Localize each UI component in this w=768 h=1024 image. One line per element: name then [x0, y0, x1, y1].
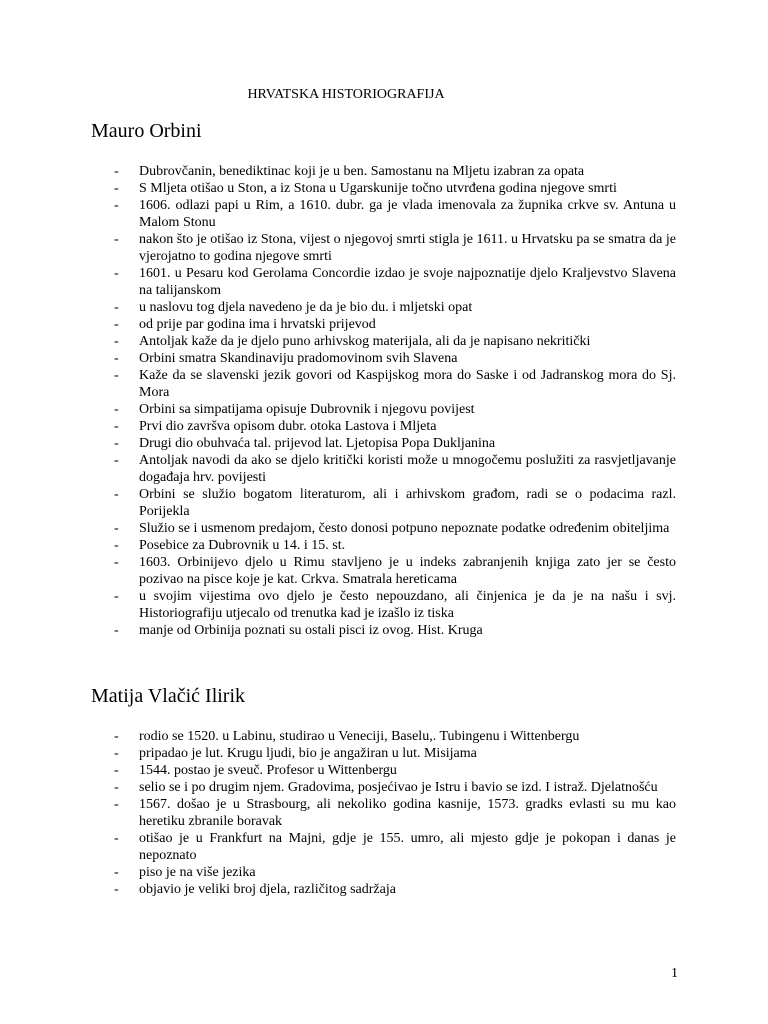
list-item — [0, 333, 768, 350]
bullet-dash: - — [114, 453, 119, 468]
list-item-text: Orbini smatra Skandinaviju pradomovinom svih Slavena — [139, 351, 458, 366]
bullet-dash: - — [114, 351, 119, 366]
list-item — [0, 452, 768, 486]
bullet-dash: - — [114, 317, 119, 332]
list-item — [0, 779, 768, 796]
bullet-dash: - — [114, 780, 119, 795]
list-item — [0, 622, 768, 639]
list-item — [0, 537, 768, 554]
bullet-dash: - — [114, 831, 119, 846]
section-heading-mauro-orbini: Mauro Orbini — [91, 120, 202, 142]
list-item-text: Prvi dio završva opisom dubr. otoka Lastova i Mljeta — [139, 419, 437, 434]
list-item-text: 1603. Orbinijevo djelo u Rimu stavljeno je u indeks zabranjenih knjiga zato jer se često pozivao na pisce koje je kat. Crkva. Smatrala hereticama — [139, 555, 676, 587]
list-item-text: Antoljak navodi da ako se djelo kritički koristi može u mnogočemu poslužiti za rasvjetljavanje događaja hrv. povijesti — [139, 453, 676, 485]
list-item-text: Orbini se služio bogatom literaturom, ali i arhivskom građom, radi se o podacima razl. Porijekla — [139, 487, 676, 519]
bullet-dash: - — [114, 266, 119, 281]
bullet-dash: - — [114, 746, 119, 761]
list-item-text: rodio se 1520. u Labinu, studirao u Veneciji, Baselu,. Tubingenu i Wittenbergu — [139, 729, 580, 744]
bullet-dash: - — [114, 797, 119, 812]
list-item — [0, 197, 768, 231]
list-item-text: manje od Orbinija poznati su ostali pisci iz ovog. Hist. Kruga — [139, 623, 483, 638]
list-item — [0, 299, 768, 316]
list-item-text: pripadao je lut. Krugu ljudi, bio je angažiran u lut. Misijama — [139, 746, 477, 761]
list-item — [0, 520, 768, 537]
bullet-dash: - — [114, 334, 119, 349]
list-item-text: Orbini sa simpatijama opisuje Dubrovnik i njegovu povijest — [139, 402, 475, 417]
list-item — [0, 435, 768, 452]
list-item — [0, 762, 768, 779]
list-item-text: Kaže da se slavenski jezik govori od Kaspijskog mora do Saske i od Jadranskog mora do Sj. Mora — [139, 368, 676, 400]
bullet-dash: - — [114, 521, 119, 536]
bullet-list-mauro-orbini — [0, 163, 768, 639]
list-item — [0, 830, 768, 864]
bullet-dash: - — [114, 198, 119, 213]
list-item-text: piso je na više jezika — [139, 865, 256, 880]
bullet-dash: - — [114, 623, 119, 638]
list-item — [0, 265, 768, 299]
bullet-dash: - — [114, 368, 119, 383]
list-item — [0, 180, 768, 197]
bullet-dash: - — [114, 300, 119, 315]
list-item-text: objavio je veliki broj djela, različitog sadržaja — [139, 882, 396, 897]
list-item-text: 1544. postao je sveuč. Profesor u Wittenbergu — [139, 763, 397, 778]
bullet-dash: - — [114, 538, 119, 553]
page-number: 1 — [671, 966, 678, 981]
list-item-text: u naslovu tog djela navedeno je da je bio du. i mljetski opat — [139, 300, 473, 315]
list-item-text: S Mljeta otišao u Ston, a iz Stona u Ugarskunije točno utvrđena godina njegove smrti — [139, 181, 617, 196]
list-item-text: Služio se i usmenom predajom, često donosi potpuno nepoznate podatke određenim obiteljima — [139, 521, 670, 536]
list-item-text: selio se i po drugim njem. Gradovima, posjećivao je Istru i bavio se izd. I istraž. Djelatnošću — [139, 780, 658, 795]
document-title: HRVATSKA HISTORIOGRAFIJA — [247, 87, 445, 102]
list-item — [0, 367, 768, 401]
list-item — [0, 728, 768, 745]
bullet-dash: - — [114, 487, 119, 502]
list-item — [0, 316, 768, 333]
list-item-text: 1601. u Pesaru kod Gerolama Concordie izdao je svoje najpoznatije djelo Kraljevstvo Slavena na talijanskom — [139, 266, 676, 298]
list-item-text: 1606. odlazi papi u Rim, a 1610. dubr. ga je vlada imenovala za župnika crkve sv. Antuna u Malom Stonu — [139, 198, 676, 230]
bullet-dash: - — [114, 555, 119, 570]
list-item — [0, 796, 768, 830]
list-item-text: nakon što je otišao iz Stona, vijest o njegovoj smrti stigla je 1611. u Hrvatsku pa se smatra da je vjerojatno to godina njegove smrti — [139, 232, 676, 264]
bullet-dash: - — [114, 589, 119, 604]
list-item — [0, 588, 768, 622]
list-item-text: u svojim vijestima ovo djelo je često nepouzdano, ali činjenica je da je na našu i svj. Historiografiju utjecalo od trenutka kad je izašlo iz tiska — [139, 589, 676, 621]
list-item — [0, 486, 768, 520]
bullet-dash: - — [114, 164, 119, 179]
bullet-dash: - — [114, 419, 119, 434]
bullet-dash: - — [114, 232, 119, 247]
list-item-text: otišao je u Frankfurt na Majni, gdje je 155. umro, ali mjesto gdje je pokopan i danas je nepoznato — [139, 831, 676, 863]
list-item-text: Posebice za Dubrovnik u 14. i 15. st. — [139, 538, 346, 553]
bullet-dash: - — [114, 402, 119, 417]
list-item-text: od prije par godina ima i hrvatski prijevod — [139, 317, 376, 332]
bullet-dash: - — [114, 882, 119, 897]
bullet-dash: - — [114, 436, 119, 451]
bullet-dash: - — [114, 865, 119, 880]
list-item — [0, 401, 768, 418]
list-item — [0, 554, 768, 588]
bullet-list-matija-vlacic — [0, 728, 768, 898]
list-item-text: Antoljak kaže da je djelo puno arhivskog materijala, ali da je napisano nekritički — [139, 334, 591, 349]
list-item — [0, 745, 768, 762]
list-item-text: Drugi dio obuhvaća tal. prijevod lat. Ljetopisa Popa Dukljanina — [139, 436, 496, 451]
bullet-dash: - — [114, 181, 119, 196]
list-item — [0, 864, 768, 881]
bullet-dash: - — [114, 763, 119, 778]
list-item-text: 1567. došao je u Strasbourg, ali nekoliko godina kasnije, 1573. gradks evlasti su mu kao heretiku zbranile boravak — [139, 797, 676, 829]
list-item-text: Dubrovčanin, benediktinac koji je u ben. Samostanu na Mljetu izabran za opata — [139, 164, 585, 179]
list-item — [0, 350, 768, 367]
list-item — [0, 418, 768, 435]
section-heading-matija-vlacic: Matija Vlačić Ilirik — [91, 685, 246, 707]
list-item — [0, 881, 768, 898]
list-item — [0, 231, 768, 265]
list-item — [0, 163, 768, 180]
bullet-dash: - — [114, 729, 119, 744]
